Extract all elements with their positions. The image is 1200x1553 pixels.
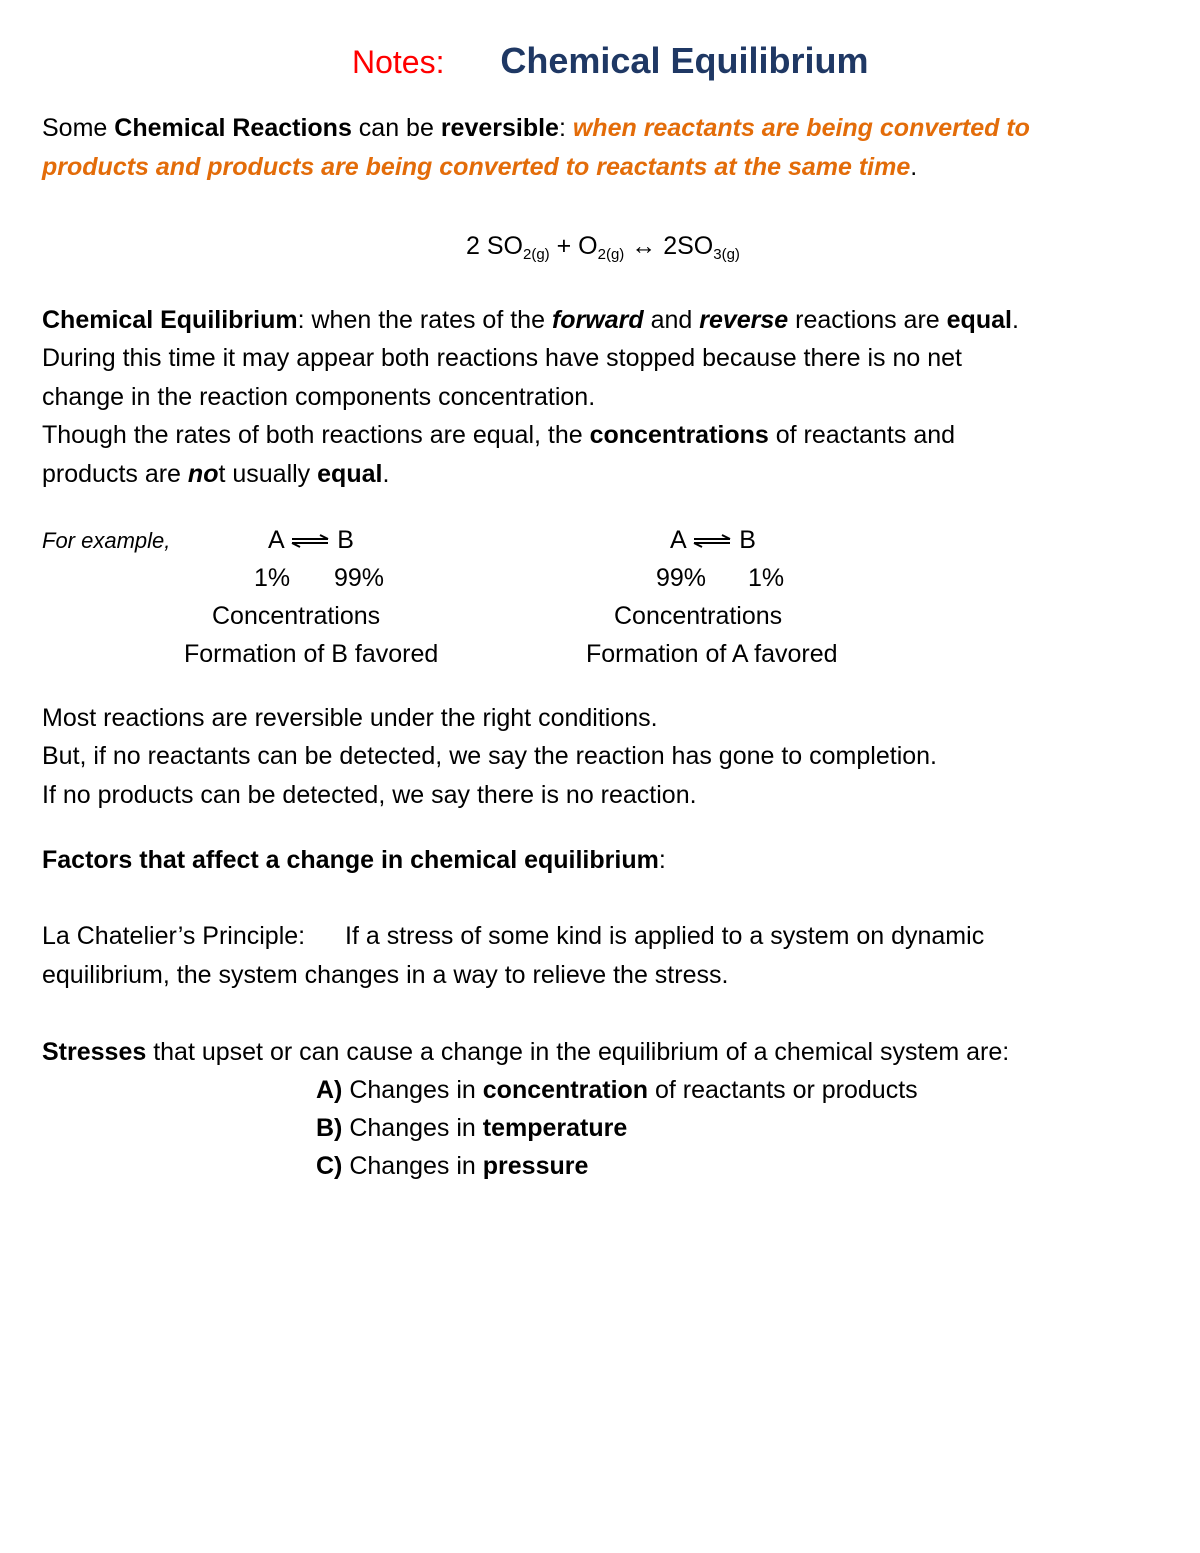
example-left-percent-b: 99%	[334, 564, 385, 592]
reactant-a: A	[670, 526, 686, 554]
intro-text: can be	[351, 114, 441, 142]
stress-item	[316, 1076, 918, 1105]
example-right-percent-a: 99%	[656, 564, 707, 592]
stresses-text: that upset or can cause a change in the equilibrium of a chemical system are:	[146, 1038, 1010, 1066]
intro-line-1	[42, 114, 1030, 143]
example-left-reaction	[268, 526, 354, 555]
reversible-line-3: If no products can be detected, we say there is no reaction.	[42, 781, 697, 809]
stress-item-text: of reactants or products	[648, 1076, 918, 1104]
intro-highlight: products and products are being converted to reactants at the same time	[42, 153, 911, 181]
equilibrium-arrows-icon	[290, 534, 330, 548]
definition-emphasis: reverse	[699, 306, 789, 334]
double-arrow-icon: ↔	[624, 232, 664, 260]
definition-line-1	[42, 306, 1019, 335]
stress-item-key: concentration	[482, 1076, 649, 1104]
example-right-percent-b: 1%	[748, 564, 785, 592]
stress-item-text: Changes in	[342, 1114, 483, 1142]
equation-term: 2SO	[663, 232, 714, 260]
factors-heading-text: Factors that affect a change in chemical equilibrium	[42, 846, 659, 874]
definition-term: Chemical Equilibrium	[42, 306, 298, 334]
equation-term: 2 SO	[466, 232, 523, 260]
equation-subscript: 3(g)	[713, 246, 740, 263]
equation-subscript: 2(g)	[597, 246, 625, 263]
principle-label: La Chatelier’s Principle:	[42, 922, 306, 950]
reversible-line-1: Most reactions are reversible under the right conditions.	[42, 704, 658, 732]
principle-line-1	[42, 922, 984, 951]
principle-line-2: equilibrium, the system changes in a way to relieve the stress.	[42, 961, 729, 989]
factors-colon: :	[658, 846, 666, 874]
stress-item-key: temperature	[482, 1114, 628, 1142]
product-b: B	[739, 526, 756, 554]
stress-item-text: Changes in	[342, 1152, 483, 1180]
definition-emphasis: equal	[946, 306, 1012, 334]
equilibrium-arrows-icon	[692, 534, 732, 548]
intro-text: Some	[42, 114, 115, 142]
example-left-concentrations: Concentrations	[212, 602, 381, 630]
example-right-concentrations: Concentrations	[614, 602, 783, 630]
definition-text: t usually	[218, 460, 318, 488]
definition-line-3: change in the reaction components concentration.	[42, 383, 596, 411]
stress-item-text: Changes in	[342, 1076, 483, 1104]
intro-highlight: when reactants are being converted to	[572, 114, 1030, 142]
definition-line-5	[42, 460, 389, 489]
product-b: B	[337, 526, 354, 554]
definition-text: .	[382, 460, 390, 488]
example-left-percent-a: 1%	[254, 564, 291, 592]
page-title	[352, 40, 868, 82]
notes-label: Notes:	[352, 44, 445, 80]
stress-item	[316, 1114, 627, 1143]
principle-text: If a stress of some kind is applied to a system on dynamic	[345, 922, 985, 950]
stresses-intro	[42, 1038, 1009, 1067]
definition-text: and	[643, 306, 700, 334]
equation-subscript: 2(g)	[522, 246, 550, 263]
intro-text: .	[910, 153, 918, 181]
equation-term: + O	[549, 232, 598, 260]
title-text: Chemical Equilibrium	[500, 40, 869, 81]
definition-text: .	[1011, 306, 1019, 334]
definition-text: reactions are	[788, 306, 947, 334]
example-right-reaction	[670, 526, 756, 555]
definition-emphasis: equal	[317, 460, 383, 488]
definition-emphasis: concentrations	[589, 421, 769, 449]
stress-item	[316, 1152, 588, 1181]
factors-heading	[42, 846, 666, 875]
definition-line-4	[42, 421, 955, 450]
reversible-line-2: But, if no reactants can be detected, we say the reaction has gone to completion.	[42, 742, 937, 770]
stresses-term: Stresses	[42, 1038, 147, 1066]
definition-line-2: During this time it may appear both reactions have stopped because there is no net	[42, 344, 962, 372]
stress-item-letter: C)	[316, 1152, 343, 1180]
stress-item-key: pressure	[482, 1152, 589, 1180]
stress-item-letter: A)	[316, 1076, 343, 1104]
reactant-a: A	[268, 526, 284, 554]
intro-text: :	[558, 114, 573, 142]
definition-text: Though the rates of both reactions are equal, the	[42, 421, 590, 449]
definition-text: products are	[42, 460, 188, 488]
definition-text: of reactants and	[768, 421, 956, 449]
stress-item-letter: B)	[316, 1114, 343, 1142]
example-left-favored: Formation of B favored	[184, 640, 439, 668]
example-label: For example,	[42, 528, 171, 553]
intro-term: Chemical Reactions	[114, 114, 352, 142]
definition-text: : when the rates of the	[297, 306, 552, 334]
definition-emphasis: forward	[551, 306, 644, 334]
intro-term: reversible	[440, 114, 559, 142]
example-right-favored: Formation of A favored	[586, 640, 838, 668]
definition-emphasis: no	[187, 460, 219, 488]
intro-line-2	[42, 153, 917, 182]
equation	[466, 232, 740, 263]
